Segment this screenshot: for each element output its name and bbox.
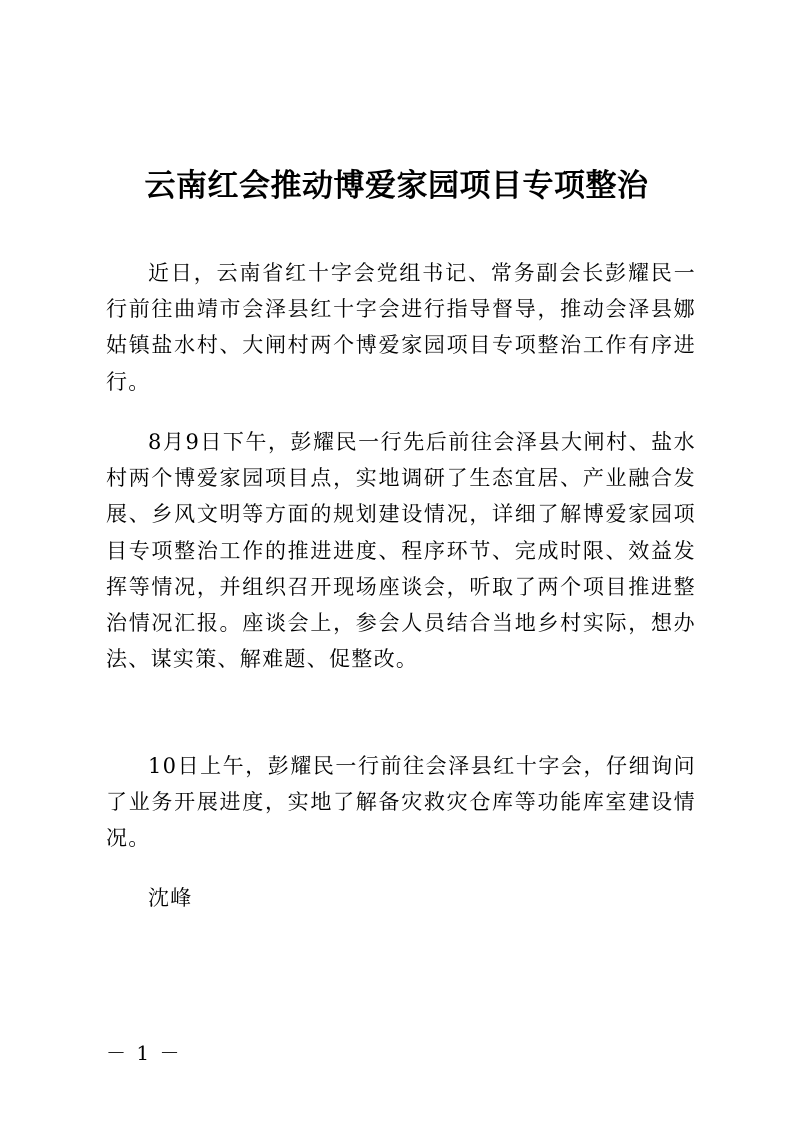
paragraph-intro: 近日，云南省红十字会党组书记、常务副会长彭耀民一行前往曲靖市会泽县红十字会进行指导督导，推动会泽县娜姑镇盐水村、大闸村两个博爱家园项目专项整治工作有序进行。 [106,261,696,394]
paragraph-visit-aug-9: 8月9日下午，彭耀民一行先后前往会泽县大闸村、盐水村两个博爱家园项目点，实地调研了生态宜居、产业融合发展、乡风文明等方面的规划建设情况，详细了解博爱家园项目专项整治工作的推进进度、程序环节、完成时限、效益发挥等情况，并组织召开现场座谈会，听取了两个项目推进整治情况汇报。座谈会上，参会人员结合当地乡村实际，想办法、谋实策、解难题、促整改。 [106,430,696,672]
page-number: － 1 － [106,1041,182,1065]
document-title: 云南红会推动博爱家园项目专项整治 [144,167,649,204]
paragraph-visit-10th: 10日上午，彭耀民一行前往会泽县红十字会，仔细询问了业务开展进度，实地了解备灾救灾仓库等功能库室建设情况。 [106,754,696,851]
author-name: 沈峰 [148,886,193,910]
